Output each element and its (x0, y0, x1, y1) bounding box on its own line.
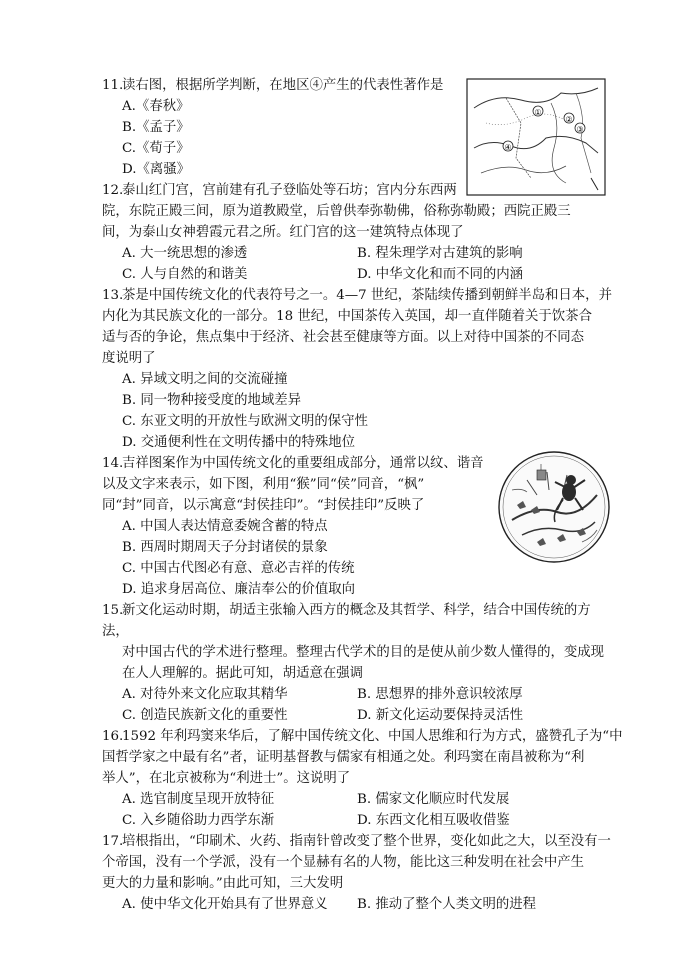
question-17-option-a: A. 使中华文化开始具有了世界意义 (122, 897, 328, 912)
question-17-number: 17. (102, 834, 124, 849)
question-16-stem-line-1: 1592 年利玛窦来华后，了解中国传统文化、中国人思维和行为方式，盛赞孔子为“中 (122, 729, 623, 744)
question-15-option-d: D. 新文化运动要保持灵活性 (357, 708, 524, 723)
question-13-stem-line-4: 度说明了 (102, 351, 156, 366)
question-12-option-b: B. 程朱理学对古建筑的影响 (357, 246, 523, 261)
monkey-seal-picture (497, 450, 611, 564)
question-13-number: 13. (102, 288, 124, 303)
map-label-4: ④ (504, 143, 512, 152)
question-14-stem-line-3: 同“封”同音，以示寓意“封侯挂印”。“封侯挂印”反映了 (102, 498, 425, 513)
map-label-3: ③ (576, 125, 584, 134)
question-14-stem-line-1: 吉祥图案作为中国传统文化的重要组成部分，通常以纹、谐音 (122, 456, 484, 471)
question-15-stem-line-3: 对中国古代的学术进行整理。整理古代学术的目的是使从前少数人懂得的，变成现 (122, 645, 605, 660)
question-12-stem-line-1: 泰山红门宫，宫前建有孔子登临处等石坊；宫内分东西两 (122, 183, 457, 198)
question-15-stem-line-1: 新文化运动时期，胡适主张输入西方的概念及其哲学、科学，结合中国传统的方 (122, 603, 591, 618)
question-17-stem-line-1: 培根指出，“印刷术、火药、指南针曾改变了整个世界，变化如此之大，以至没有一 (122, 834, 611, 849)
question-11-number: 11. (102, 78, 124, 93)
question-13-option-c: C. 东亚文明的开放性与欧洲文明的保守性 (122, 414, 368, 429)
question-12-number: 12. (102, 183, 124, 198)
question-13-stem-line-3: 适与否的争论，焦点集中于经济、社会甚至健康等方面。以上对待中国茶的不同态 (102, 330, 585, 345)
question-14-option-b: B. 西周时期周天子分封诸侯的景象 (122, 540, 328, 555)
ancient-china-map-figure (466, 78, 606, 196)
question-15-option-c: C. 创造民族新文化的重要性 (122, 708, 288, 723)
map-label-2: ② (565, 115, 573, 124)
question-13-stem-line-2: 内化为其民族文化的一部分。18 世纪，中国茶传入英国，却一直伴随着关于饮茶合 (102, 309, 592, 324)
question-14-option-d: D. 追求身居高位、廉洁奉公的价值取向 (122, 582, 356, 597)
question-16-option-d: D. 东西文化相互吸收借鉴 (357, 813, 510, 828)
question-13-stem-line-1: 茶是中国传统文化的代表符号之一。4—7 世纪，茶陆续传播到朝鲜半岛和日本，并 (122, 288, 612, 303)
question-16-option-c: C. 入乡随俗助力西学东渐 (122, 813, 275, 828)
question-16-number: 16. (102, 729, 124, 744)
question-11-option-d: D.《离骚》 (122, 162, 191, 177)
question-14-option-c: C. 中国古代图必有意、意必吉祥的传统 (122, 561, 355, 576)
question-17-stem-line-2: 个帝国，没有一个学派，没有一个显赫有名的人物，能比这三种发明在社会中产生 (102, 855, 585, 870)
question-14-stem-line-2: 以及文字来表示，如下图，利用“猴”同“侯”同音，“枫” (102, 477, 425, 492)
question-12-stem-line-2: 院，东院正殿三间，原为道教殿堂，后曾供奉弥勒佛，俗称弥勒殿；西院正殿三 (102, 204, 571, 219)
question-13-option-b: B. 同一物种接受度的地域差异 (122, 393, 302, 408)
question-17-option-b: B. 推动了整个人类文明的进程 (357, 897, 537, 912)
question-11-stem: 读右图，根据所学判断，在地区④产生的代表性著作是 (122, 78, 444, 93)
question-11-option-c: C.《荀子》 (122, 141, 190, 156)
question-16-stem-line-3: 举人”，在北京被称为“利进士”。这说明了 (102, 771, 351, 786)
question-12-stem-line-3: 间，为泰山女神碧霞元君之所。红门宫的这一建筑特点体现了 (102, 225, 464, 240)
question-15-number: 15. (102, 603, 124, 618)
question-15-stem-line-4: 在人人理解的。据此可知，胡适意在强调 (122, 666, 364, 681)
question-14-option-a: A. 中国人表达情意委婉含蓄的特点 (122, 519, 328, 534)
question-11-option-a: A.《春秋》 (122, 99, 190, 114)
question-16-option-a: A. 选官制度呈现开放特征 (122, 792, 275, 807)
question-14-number: 14. (102, 456, 124, 471)
question-17-stem-line-3: 更大的力量和影响。”由此可知，三大发明 (102, 876, 344, 891)
question-15-stem-line-2: 法， (102, 624, 129, 639)
question-12-option-c: C. 人与自然的和谐美 (122, 267, 248, 282)
question-12-option-a: A. 大一统思想的渗透 (122, 246, 248, 261)
map-label-1: ① (534, 108, 542, 117)
question-16-stem-line-2: 国哲学家之中最有名”者，证明基督教与儒家有相通之处。利玛窦在南昌被称为“利 (102, 750, 585, 765)
question-16-option-b: B. 儒家文化顺应时代发展 (357, 792, 510, 807)
question-15-option-a: A. 对待外来文化应取其精华 (122, 687, 288, 702)
question-13-option-d: D. 交通便利性在文明传播中的特殊地位 (122, 435, 356, 450)
question-13-option-a: A. 异域文明之间的交流碰撞 (122, 372, 288, 387)
question-15-option-b: B. 思想界的排外意识较浓厚 (357, 687, 523, 702)
question-11-option-b: B.《孟子》 (122, 120, 190, 135)
question-12-option-d: D. 中华文化和而不同的内涵 (357, 267, 524, 282)
